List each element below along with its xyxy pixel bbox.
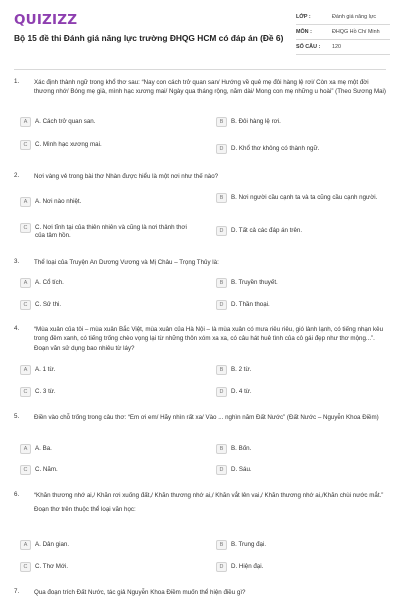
question-text: Qua đoạn trích Đất Nước, tác giả Nguyễn Khoa Điềm muốn thể hiện điều gì? [34, 589, 246, 596]
option-d[interactable] [216, 387, 388, 397]
option-text: A. 1 từ. [35, 365, 56, 373]
option-letter-box: B [216, 444, 227, 454]
option-letter-box: A [20, 365, 31, 375]
option-text: D. Hiện đại. [231, 562, 264, 570]
option-letter-box: C [20, 465, 31, 475]
option-letter-box: A [20, 278, 31, 288]
option-text: B. Đôi hàng lệ rơi. [231, 117, 281, 125]
question-text: “Mùa xuân của tôi – mùa xuân Bắc Việt, mùa xuân của Hà Nội – là mùa xuân có mưa riêu riêu, gió lành lạnh, có tiếng nhạn kêu trong đêm xanh, có tiếng trống chèo vọng lại từ những thôn xóm xa xa, có câu hát huê tình của cô gái đẹp như thơ mộng...”. Đoạn văn sử dụng bao nhiêu từ láy? [34, 326, 384, 352]
question-text: Điền vào chỗ trống trong câu thơ: “Em ơi em/ Hãy nhìn rất xa/ Vào ... nghìn năm Đất Nước” (Đất Nước – Nguyễn Khoa Điềm) [34, 414, 379, 421]
option-c[interactable] [20, 465, 192, 475]
meta-table [296, 10, 390, 55]
meta-row-class [296, 10, 390, 25]
option-text: D. 4 từ. [231, 387, 252, 395]
question-5 [14, 413, 386, 422]
option-b[interactable] [216, 278, 388, 288]
option-letter-box: A [20, 540, 31, 550]
meta-key: LỚP : [296, 14, 311, 20]
option-letter-box: D [216, 387, 227, 397]
option-d[interactable] [216, 465, 388, 475]
option-letter-box: D [216, 144, 227, 154]
meta-row-subject [296, 25, 390, 40]
question-text: Nơi vàng vẻ trong bài thơ Nhàn được hiểu là một nơi như thế nào? [34, 173, 219, 180]
option-letter-box: A [20, 117, 31, 127]
option-d[interactable] [216, 562, 388, 572]
option-text: C. Nơi tĩnh tại của thiên nhiên và cũng là nơi thảnh thơi của tâm hồn. [35, 223, 187, 240]
question-text: “Khăn thương nhớ ai,/ Khăn rơi xuống đất,/ Khăn thương nhớ ai,/ Khăn vắt lên vai,/ Khăn thương nhớ ai,/Khăn chùi nước mắt.” [34, 492, 384, 499]
header-divider [14, 69, 386, 70]
option-letter-box: D [216, 226, 227, 236]
option-text: A. Ba. [35, 444, 52, 452]
option-text: A. Cổ tích. [35, 278, 64, 286]
question-3 [14, 258, 386, 267]
meta-key: MÔN : [296, 29, 312, 35]
option-d[interactable] [216, 300, 388, 310]
meta-value: Đánh giá năng lực [332, 14, 377, 20]
question-7 [14, 588, 386, 597]
option-text: C. Sử thi. [35, 300, 62, 308]
question-number: 4. [14, 325, 20, 332]
option-letter-box: A [20, 197, 31, 207]
quizizz-logo: QUIZIZZ [14, 12, 78, 28]
option-text: B. Nơi người cầu cạnh ta và ta cũng cầu cạnh người. [231, 193, 378, 201]
option-text: D. Tất cả các đáp án trên. [231, 226, 303, 234]
option-text: C. 3 từ. [35, 387, 56, 395]
question-6 [14, 491, 386, 514]
option-letter-box: C [20, 223, 31, 233]
meta-key: SỐ CÂU : [296, 44, 321, 50]
question-number: 1. [14, 78, 20, 85]
option-letter-box: D [216, 465, 227, 475]
option-letter-box: C [20, 387, 31, 397]
option-text: C. Mình hạc xương mai. [35, 140, 102, 148]
page-title: Bộ 15 đề thi Đánh giá năng lực trường ĐHQG HCM có đáp án (Đề 6) [14, 33, 284, 43]
question-1 [14, 78, 386, 97]
option-d[interactable] [216, 144, 388, 154]
option-text: B. 2 từ. [231, 365, 252, 373]
meta-row-count [296, 40, 390, 55]
option-b[interactable] [216, 193, 388, 203]
option-text: A. Dân gian. [35, 540, 70, 548]
option-b[interactable] [216, 540, 388, 550]
option-letter-box: B [216, 117, 227, 127]
option-letter-box: B [216, 540, 227, 550]
question-number: 6. [14, 491, 20, 498]
option-letter-box: D [216, 300, 227, 310]
option-a[interactable] [20, 117, 192, 127]
option-a[interactable] [20, 278, 192, 288]
option-text: B. Bốn. [231, 444, 252, 452]
meta-value: ĐHQG Hồ Chí Minh [332, 29, 380, 35]
option-d[interactable] [216, 226, 388, 236]
option-letter-box: C [20, 562, 31, 572]
option-text: D. Thần thoại. [231, 300, 270, 308]
option-a[interactable] [20, 197, 192, 207]
option-letter-box: B [216, 365, 227, 375]
option-b[interactable] [216, 365, 388, 375]
option-c[interactable] [20, 300, 192, 310]
option-c[interactable] [20, 562, 192, 572]
question-4 [14, 325, 386, 353]
option-a[interactable] [20, 540, 192, 550]
question-text: Xác định thành ngữ trong khổ thơ sau: “Nay con cách trở quan san/ Hướng về quê mẹ đôi hàng lệ rơi/ Còn xa mẹ một đời thương nhớ/ Bóng mẹ già, mình hạc xương mai/ Ngày qua tháng rộng, năm dài/ Mong con mẹ những u hoài” (Theo Sương Mai) [34, 79, 386, 96]
option-letter-box: D [216, 562, 227, 572]
option-text: B. Truyền thuyết. [231, 278, 278, 286]
option-text: D. Sáu. [231, 465, 252, 473]
option-c[interactable] [20, 387, 192, 397]
option-text: A. Cách trở quan san. [35, 117, 96, 125]
page-header [0, 0, 400, 66]
option-c[interactable] [20, 140, 192, 150]
option-a[interactable] [20, 444, 192, 454]
option-letter-box: B [216, 278, 227, 288]
option-text: C. Thơ Mới. [35, 562, 69, 570]
option-text: B. Trung đại. [231, 540, 267, 548]
option-b[interactable] [216, 117, 388, 127]
option-c[interactable] [20, 223, 192, 241]
question-number: 2. [14, 172, 20, 179]
option-b[interactable] [216, 444, 388, 454]
option-letter-box: B [216, 193, 227, 203]
option-a[interactable] [20, 365, 192, 375]
question-2 [14, 172, 386, 181]
option-text: D. Khổ thơ không có thành ngữ. [231, 144, 320, 152]
option-letter-box: C [20, 300, 31, 310]
question-number: 7. [14, 588, 20, 595]
option-letter-box: A [20, 444, 31, 454]
meta-value: 120 [332, 44, 341, 50]
option-letter-box: C [20, 140, 31, 150]
question-number: 5. [14, 413, 20, 420]
question-number: 3. [14, 258, 20, 265]
question-text: Thể loại của Truyện An Dương Vương và Mị Châu – Trọng Thủy là: [34, 259, 219, 266]
option-text: C. Năm. [35, 465, 58, 473]
option-text: A. Nơi nào nhiệt. [35, 197, 82, 205]
question-subtext: Đoạn thơ trên thuộc thể loại văn học: [34, 506, 136, 514]
